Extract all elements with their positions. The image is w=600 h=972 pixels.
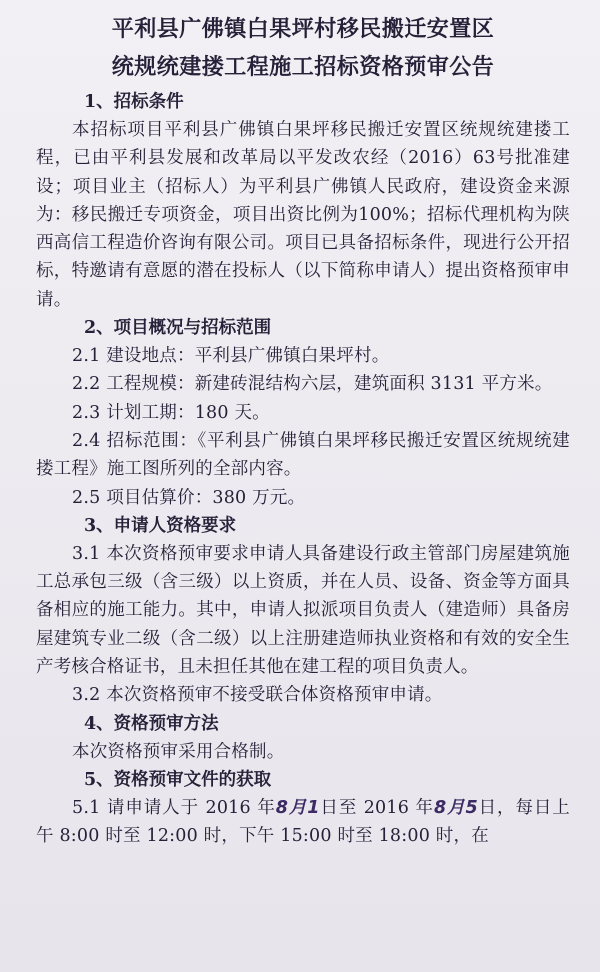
section-3-2-paragraph: 3.2 本次资格预审不接受联合体资格预审申请。 [72, 685, 443, 706]
notice-title-line2: 统规统建搂工程施工招标资格预审公告 [111, 54, 495, 80]
section-4-paragraph: 本次资格预审采用合格制。 [72, 741, 285, 762]
section-2-5-paragraph: 2.5 项目估算价：380 万元。 [72, 487, 306, 508]
section-2-3-paragraph: 2.3 计划工期：180 天。 [72, 402, 270, 423]
section-5-1-text-a: 5.1 请申请人于 2016 年 [72, 797, 276, 818]
section-5-1-paragraph [36, 794, 570, 851]
section-2-4-paragraph: 2.4 招标范围：《平利县广佛镇白果坪移民搬迁安置区统规统建搂工程》施工图所列的全部内容。 [36, 430, 570, 480]
section-3-1-paragraph: 3.1 本次资格预审要求申请人具备建设行政主管部门房屋建筑施工总承包三级（含三级）以上资质，并在人员、设备、资金等方面具备相应的施工能力。其中，申请人拟派项目负责人（建造师）具备房屋建筑专业二级（含二级）以上注册建造师执业资格和有效的安全生产考核合格证书，且未担任其他在建工程的项目负责人。 [36, 543, 570, 678]
section-1-paragraph: 本招标项目平利县广佛镇白果坪移民搬迁安置区统规统建搂工程，已由平利县发展和改革局以平发改农经（2016）63号批准建设；项目业主（招标人）为平利县广佛镇人民政府，建设资金来源为：移民搬迁专项资金，项目出资比例为100%；招标代理机构为陕西高信工程造价咨询有限公司。项目已具备招标条件，现进行公开招标，特邀请有意愿的潜在投标人（以下简称申请人）提出资格预审申请。 [36, 120, 570, 310]
handwritten-start-date: 8月1 [275, 797, 320, 818]
section-4-heading: 4、资格预审方法 [84, 713, 219, 734]
section-3-heading: 3、申请人资格要求 [84, 515, 237, 536]
notice-title-line1: 平利县广佛镇白果坪村移民搬迁安置区 [111, 16, 495, 42]
section-5-1-text-c: 日，每日上午 8:00 时至 12:00 时，下午 15:00 时至 18:00 时，在 [36, 797, 571, 847]
section-1-heading: 1、招标条件 [84, 92, 184, 112]
section-2-heading: 2、项目概况与招标范围 [84, 318, 272, 339]
section-5-heading: 5、资格预审文件的获取 [84, 769, 272, 790]
handwritten-end-date: 8月5 [433, 797, 478, 818]
section-2-1-paragraph: 2.1 建设地点：平利县广佛镇白果坪村。 [72, 346, 390, 367]
section-2-2-paragraph: 2.2 工程规模：新建砖混结构六层，建筑面积 3131 平方米。 [72, 374, 553, 395]
section-5-1-text-b: 日至 2016 年 [319, 797, 434, 818]
